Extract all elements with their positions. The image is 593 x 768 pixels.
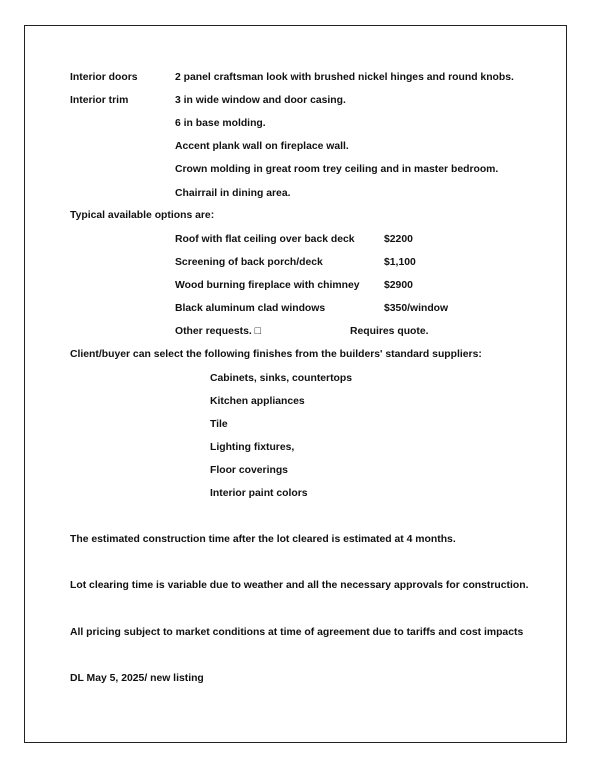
option-price: $2200 bbox=[384, 234, 413, 245]
note-pricing: All pricing subject to market conditions at time of agreement due to tariffs and cost impacts bbox=[70, 627, 524, 638]
note-lot-clearing: Lot clearing time is variable due to weather and all the necessary approvals for construction. bbox=[70, 580, 529, 591]
option-name: Wood burning fireplace with chimney bbox=[175, 280, 360, 291]
option-name: Black aluminum clad windows bbox=[175, 303, 326, 314]
finish-item: Floor coverings bbox=[210, 465, 288, 476]
spec-value-interior-trim: 3 in wide window and door casing. bbox=[175, 95, 346, 106]
finish-item: Kitchen appliances bbox=[210, 396, 305, 407]
option-price: $1,100 bbox=[384, 257, 416, 268]
spec-label-interior-trim: Interior trim bbox=[70, 95, 129, 106]
options-heading: Typical available options are: bbox=[70, 210, 215, 221]
trim-item: 6 in base molding. bbox=[175, 118, 266, 129]
finish-item: Cabinets, sinks, countertops bbox=[210, 373, 353, 384]
note-construction-time: The estimated construction time after the lot cleared is estimated at 4 months. bbox=[70, 534, 456, 545]
finish-item: Tile bbox=[210, 419, 228, 430]
option-name: Roof with flat ceiling over back deck bbox=[175, 234, 355, 245]
finish-item: Lighting fixtures, bbox=[210, 442, 295, 453]
option-price: Requires quote. bbox=[350, 326, 429, 337]
trim-item: Chairrail in dining area. bbox=[175, 188, 291, 199]
spec-value-interior-doors: 2 panel craftsman look with brushed nickel hinges and round knobs. bbox=[175, 72, 514, 83]
trim-item: Crown molding in great room trey ceiling and in master bedroom. bbox=[175, 164, 499, 175]
option-price: $2900 bbox=[384, 280, 413, 291]
option-name: Screening of back porch/deck bbox=[175, 257, 323, 268]
option-price: $350/window bbox=[384, 303, 449, 314]
spec-label-interior-doors: Interior doors bbox=[70, 72, 138, 83]
finishes-heading: Client/buyer can select the following finishes from the builders' standard suppliers: bbox=[70, 349, 482, 360]
trim-item: Accent plank wall on fireplace wall. bbox=[175, 141, 349, 152]
finish-item: Interior paint colors bbox=[210, 488, 308, 499]
option-name: Other requests. □ bbox=[175, 326, 261, 337]
note-listing: DL May 5, 2025/ new listing bbox=[70, 673, 204, 684]
